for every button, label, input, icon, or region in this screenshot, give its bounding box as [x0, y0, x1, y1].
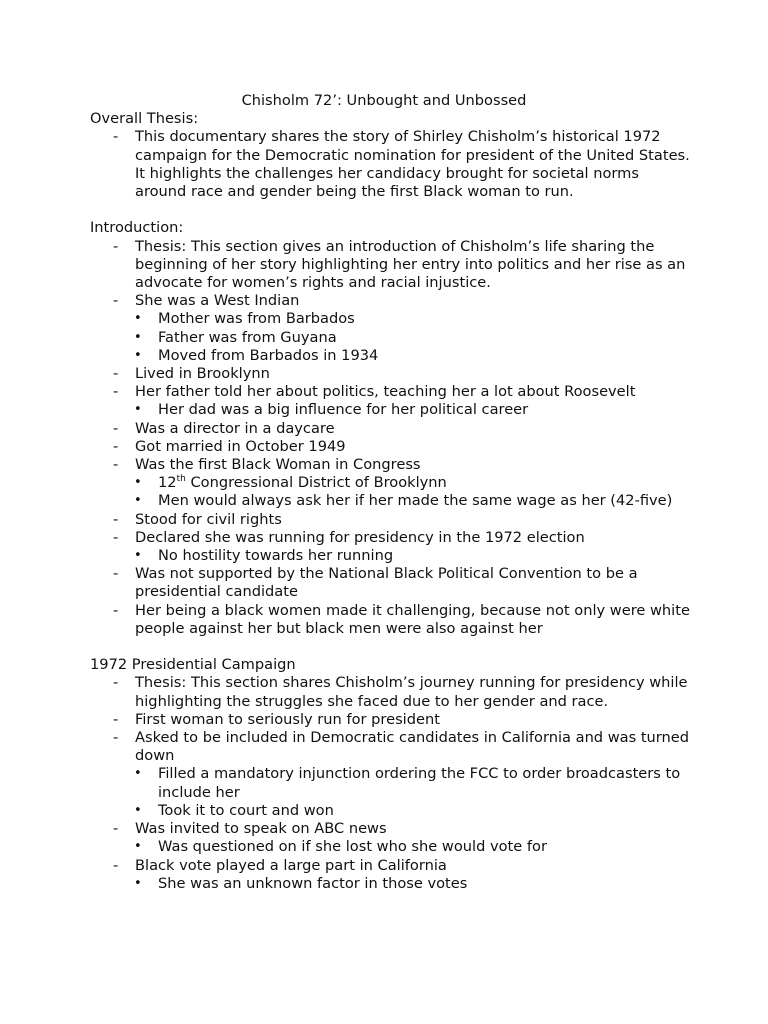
sub-list-item: [90, 838, 690, 856]
item-text: Filled a mandatory injunction ordering the FCC to order broadcasters to include her: [158, 765, 681, 801]
item-text: Stood for civil rights: [135, 510, 282, 528]
list-item: [90, 511, 690, 529]
dash-marker: -: [113, 437, 119, 455]
bullet-marker: •: [134, 329, 142, 345]
dash-marker: -: [113, 510, 119, 528]
sub-list-item: [90, 492, 690, 510]
bullet-marker: •: [134, 493, 142, 509]
list-item: [90, 383, 690, 401]
item-text: Her being a black women made it challenging, because not only were white people against her but black men were also against her: [135, 601, 690, 637]
bullet-marker: •: [134, 402, 142, 418]
item-text: No hostility towards her running: [158, 547, 394, 565]
list-item: [90, 128, 690, 201]
dash-marker: -: [113, 292, 119, 310]
document-page: [90, 92, 690, 893]
item-text: Men would always ask her if her made the same wage as her (42-five): [158, 492, 673, 510]
bullet-marker: •: [134, 839, 142, 855]
item-text: 12: [158, 474, 177, 492]
item-text: Was invited to speak on ABC news: [135, 820, 387, 838]
dash-marker: -: [113, 128, 119, 146]
bullet-marker: •: [134, 875, 142, 891]
item-text: Moved from Barbados in 1934: [158, 346, 379, 364]
sub-list-item: [90, 875, 690, 893]
document-title: Chisholm 72’: Unbought and Unbossed: [241, 92, 527, 109]
dash-marker: -: [113, 601, 119, 619]
item-text: Was questioned on if she lost who she would vote for: [158, 838, 547, 856]
dash-marker: -: [113, 528, 119, 546]
list-item: [90, 292, 690, 310]
bullet-marker: •: [134, 548, 142, 564]
item-text: Asked to be included in Democratic candidates in California and was turned down: [135, 729, 690, 765]
sub-list-item: [90, 547, 690, 565]
list-item: [90, 365, 690, 383]
sub-list-item: [90, 802, 690, 820]
item-text: Was the first Black Woman in Congress: [135, 456, 421, 474]
list-item: [90, 565, 690, 601]
item-text: She was a West Indian: [135, 292, 300, 310]
dash-marker: -: [113, 710, 119, 728]
sub-list-item: [90, 329, 690, 347]
list-item: [90, 711, 690, 729]
dash-marker: -: [113, 365, 119, 383]
dash-marker: -: [113, 565, 119, 583]
list-item: [90, 602, 690, 638]
list-item: [90, 529, 690, 547]
item-text: Took it to court and won: [158, 801, 334, 819]
sub-list-item: [90, 347, 690, 365]
sub-list-item: [90, 765, 690, 801]
dash-marker: -: [113, 856, 119, 874]
list-item: [90, 820, 690, 838]
list-item: [90, 729, 690, 765]
bullet-marker: •: [134, 766, 142, 782]
item-superscript: th: [176, 474, 186, 485]
list-item: [90, 857, 690, 875]
dash-marker: -: [113, 729, 119, 747]
item-text: Was not supported by the National Black Political Convention to be a presidential candidate: [135, 565, 638, 601]
item-text: Her father told her about politics, teaching her a lot about Roosevelt: [135, 383, 636, 401]
item-text: Lived in Brooklynn: [135, 365, 270, 383]
list-item: [90, 238, 690, 293]
item-text: First woman to seriously run for president: [135, 710, 440, 728]
item-text: She was an unknown factor in those votes: [158, 874, 468, 892]
list-item: [90, 420, 690, 438]
item-text: Thesis: This section gives an introduction of Chisholm’s life sharing the beginning of her story highlighting her entry into politics and her rise as an advocate for women’s rights and racial injustice.: [135, 237, 686, 292]
dash-marker: -: [113, 456, 119, 474]
sub-list-item: [90, 310, 690, 328]
item-text-rest: Congressional District of Brooklynn: [185, 474, 447, 492]
section-heading: Overall Thesis:: [90, 110, 199, 128]
item-text: Mother was from Barbados: [158, 310, 355, 328]
section-spacer: [90, 201, 690, 219]
list-item: [90, 456, 690, 474]
item-text: Got married in October 1949: [135, 437, 346, 455]
section-heading: Introduction:: [90, 219, 184, 237]
item-text: Thesis: This section shares Chisholm’s journey running for presidency while highlighting the struggles she faced due to her gender and race.: [135, 674, 688, 710]
bullet-marker: •: [134, 347, 142, 363]
sub-list-item: [90, 474, 690, 492]
item-text: Was a director in a daycare: [135, 419, 335, 437]
dash-marker: -: [113, 383, 119, 401]
section-spacer: [90, 638, 690, 656]
list-item: [90, 674, 690, 710]
item-text: Father was from Guyana: [158, 328, 337, 346]
list-item: [90, 438, 690, 456]
dash-marker: -: [113, 820, 119, 838]
dash-marker: -: [113, 419, 119, 437]
item-text: Her dad was a big influence for her political career: [158, 401, 529, 419]
dash-marker: -: [113, 237, 119, 255]
item-text: Black vote played a large part in California: [135, 856, 447, 874]
bullet-marker: •: [134, 802, 142, 818]
section-heading: 1972 Presidential Campaign: [90, 656, 296, 674]
bullet-marker: •: [134, 311, 142, 327]
bullet-marker: •: [134, 475, 142, 491]
document-body: [90, 110, 690, 893]
item-text: Declared she was running for presidency in the 1972 election: [135, 528, 585, 546]
sub-list-item: [90, 401, 690, 419]
item-text: This documentary shares the story of Shirley Chisholm’s historical 1972 campaign for the Democratic nomination for president of the United States. It highlights the challenges her candidacy brought for societal norms around race and gender being the first Black woman to run.: [135, 128, 690, 201]
dash-marker: -: [113, 674, 119, 692]
